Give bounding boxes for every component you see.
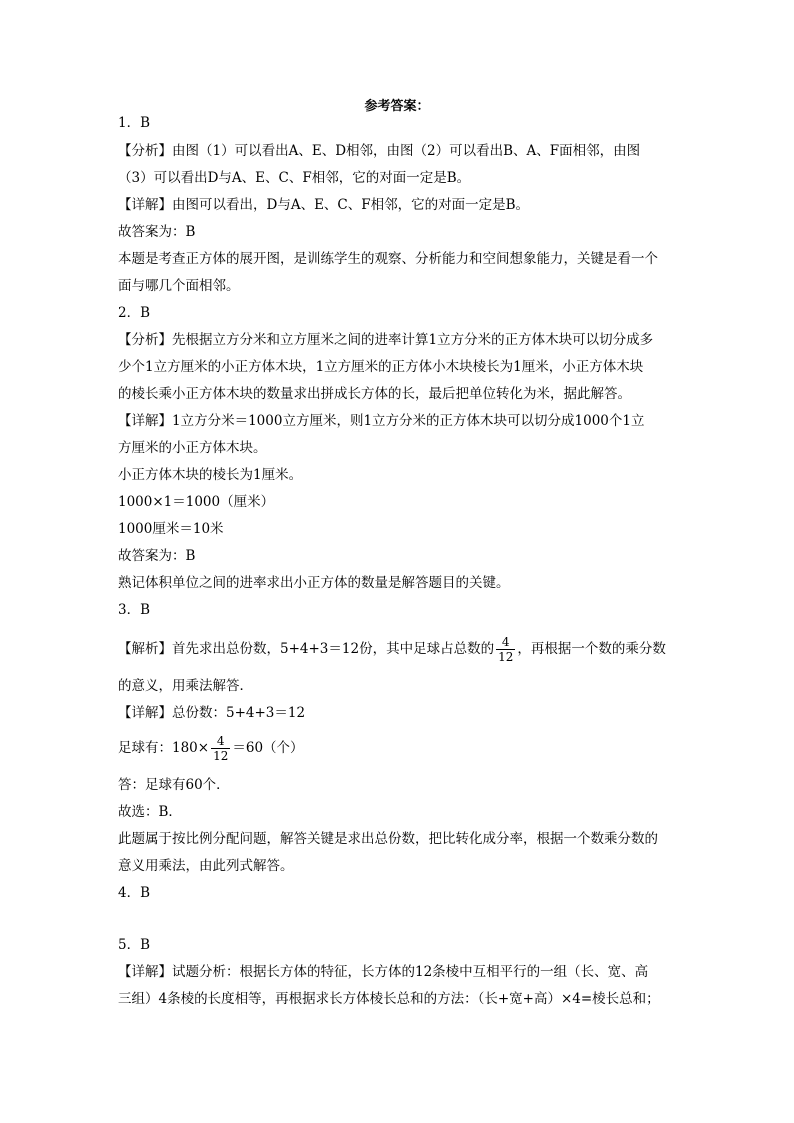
q1-answer: 故答案为：B	[118, 224, 196, 240]
q3-fraction	[496, 635, 515, 664]
q2-analysis-line-1: 【分析】先根据立方分米和立方厘米之间的进率计算1立方分米的正方体木块可以切分成多	[118, 332, 654, 348]
q3-analysis-line-1	[118, 632, 688, 666]
q5-number: 5．B	[118, 937, 151, 953]
q1-comment-line-2: 面与哪几个面相邻。	[118, 278, 240, 294]
q3-choice: 故选：B．	[118, 804, 182, 820]
q2-calc-line-2: 1000厘米＝10米	[118, 521, 224, 537]
q5-detail-line-2: 三组）4条棱的长度相等，再根据求长方体棱长总和的方法：（长+宽+高）×4=棱长总和；	[118, 991, 660, 1007]
q3-calc-fraction-numerator: 4	[216, 734, 225, 748]
q3-calc-text-before: 足球有：180×	[118, 740, 210, 756]
q3-calc-line	[118, 731, 688, 765]
q3-calc-fraction-denominator: 12	[213, 749, 229, 763]
q3-fraction-denominator: 12	[498, 650, 514, 664]
q3-number: 3．B	[118, 602, 151, 618]
q1-detail: 【详解】由图可以看出，D与A、E、C、F相邻，它的对面一定是B。	[118, 197, 530, 213]
q2-analysis-line-3: 的棱长乘小正方体木块的数量求出拼成长方体的长，最后把单位转化为米，据此解答。	[118, 386, 631, 402]
q3-calc-text-after: ＝60（个）	[232, 740, 304, 756]
q3-analysis-text-before: 【解析】首先求出总份数，5+4+3＝12份，其中足球占总数的	[118, 641, 495, 657]
q2-analysis-line-2: 少个1立方厘米的小正方体木块，1立方厘米的正方体小木块棱长为1厘米，小正方体木块	[118, 359, 644, 375]
q2-comment: 熟记体积单位之间的进率求出小正方体的数量是解答题目的关键。	[118, 575, 510, 591]
q3-analysis-text-after: ，再根据一个数的乘分数	[517, 641, 666, 657]
q3-fraction-numerator: 4	[501, 635, 510, 649]
page-title: 参考答案：	[364, 99, 430, 114]
q2-detail-line-2: 方厘米的小正方体木块。	[118, 440, 267, 456]
q3-answer-line: 答：足球有60个．	[118, 777, 230, 793]
q3-analysis-line-2: 的意义，用乘法解答．	[118, 678, 253, 694]
q2-answer: 故答案为：B	[118, 548, 196, 564]
q1-number: 1．B	[118, 115, 151, 131]
q2-calc-line-1: 1000×1＝1000（厘米）	[118, 494, 275, 510]
q5-detail-line-1: 【详解】试题分析：根据长方体的特征，长方体的12条棱中互相平行的一组（长、宽、高	[118, 964, 649, 980]
q1-analysis-line-2: （3）可以看出D与A、E、C、F相邻，它的对面一定是B。	[118, 170, 471, 186]
q3-calc-fraction	[211, 734, 230, 763]
q2-detail-line-3: 小正方体木块的棱长为1厘米。	[118, 467, 303, 483]
q1-comment-line-1: 本题是考查正方体的展开图，是训练学生的观察、分析能力和空间想象能力，关键是看一个	[118, 251, 658, 267]
q3-comment-line-2: 意义用乘法，由此列式解答。	[118, 858, 294, 874]
q2-detail-line-1: 【详解】1立方分米＝1000立方厘米，则1立方分米的正方体木块可以切分成1000个1立	[118, 413, 645, 429]
q3-comment-line-1: 此题属于按比例分配问题，解答关键是求出总份数，把比转化成分率，根据一个数乘分数的	[118, 831, 658, 847]
q2-number: 2．B	[118, 305, 151, 321]
q3-detail: 【详解】总份数：5+4+3＝12	[118, 705, 306, 721]
q4-number: 4．B	[118, 885, 151, 901]
q1-analysis-line-1: 【分析】由图（1）可以看出A、E、D相邻，由图（2）可以看出B、A、F面相邻，由图	[118, 143, 641, 159]
